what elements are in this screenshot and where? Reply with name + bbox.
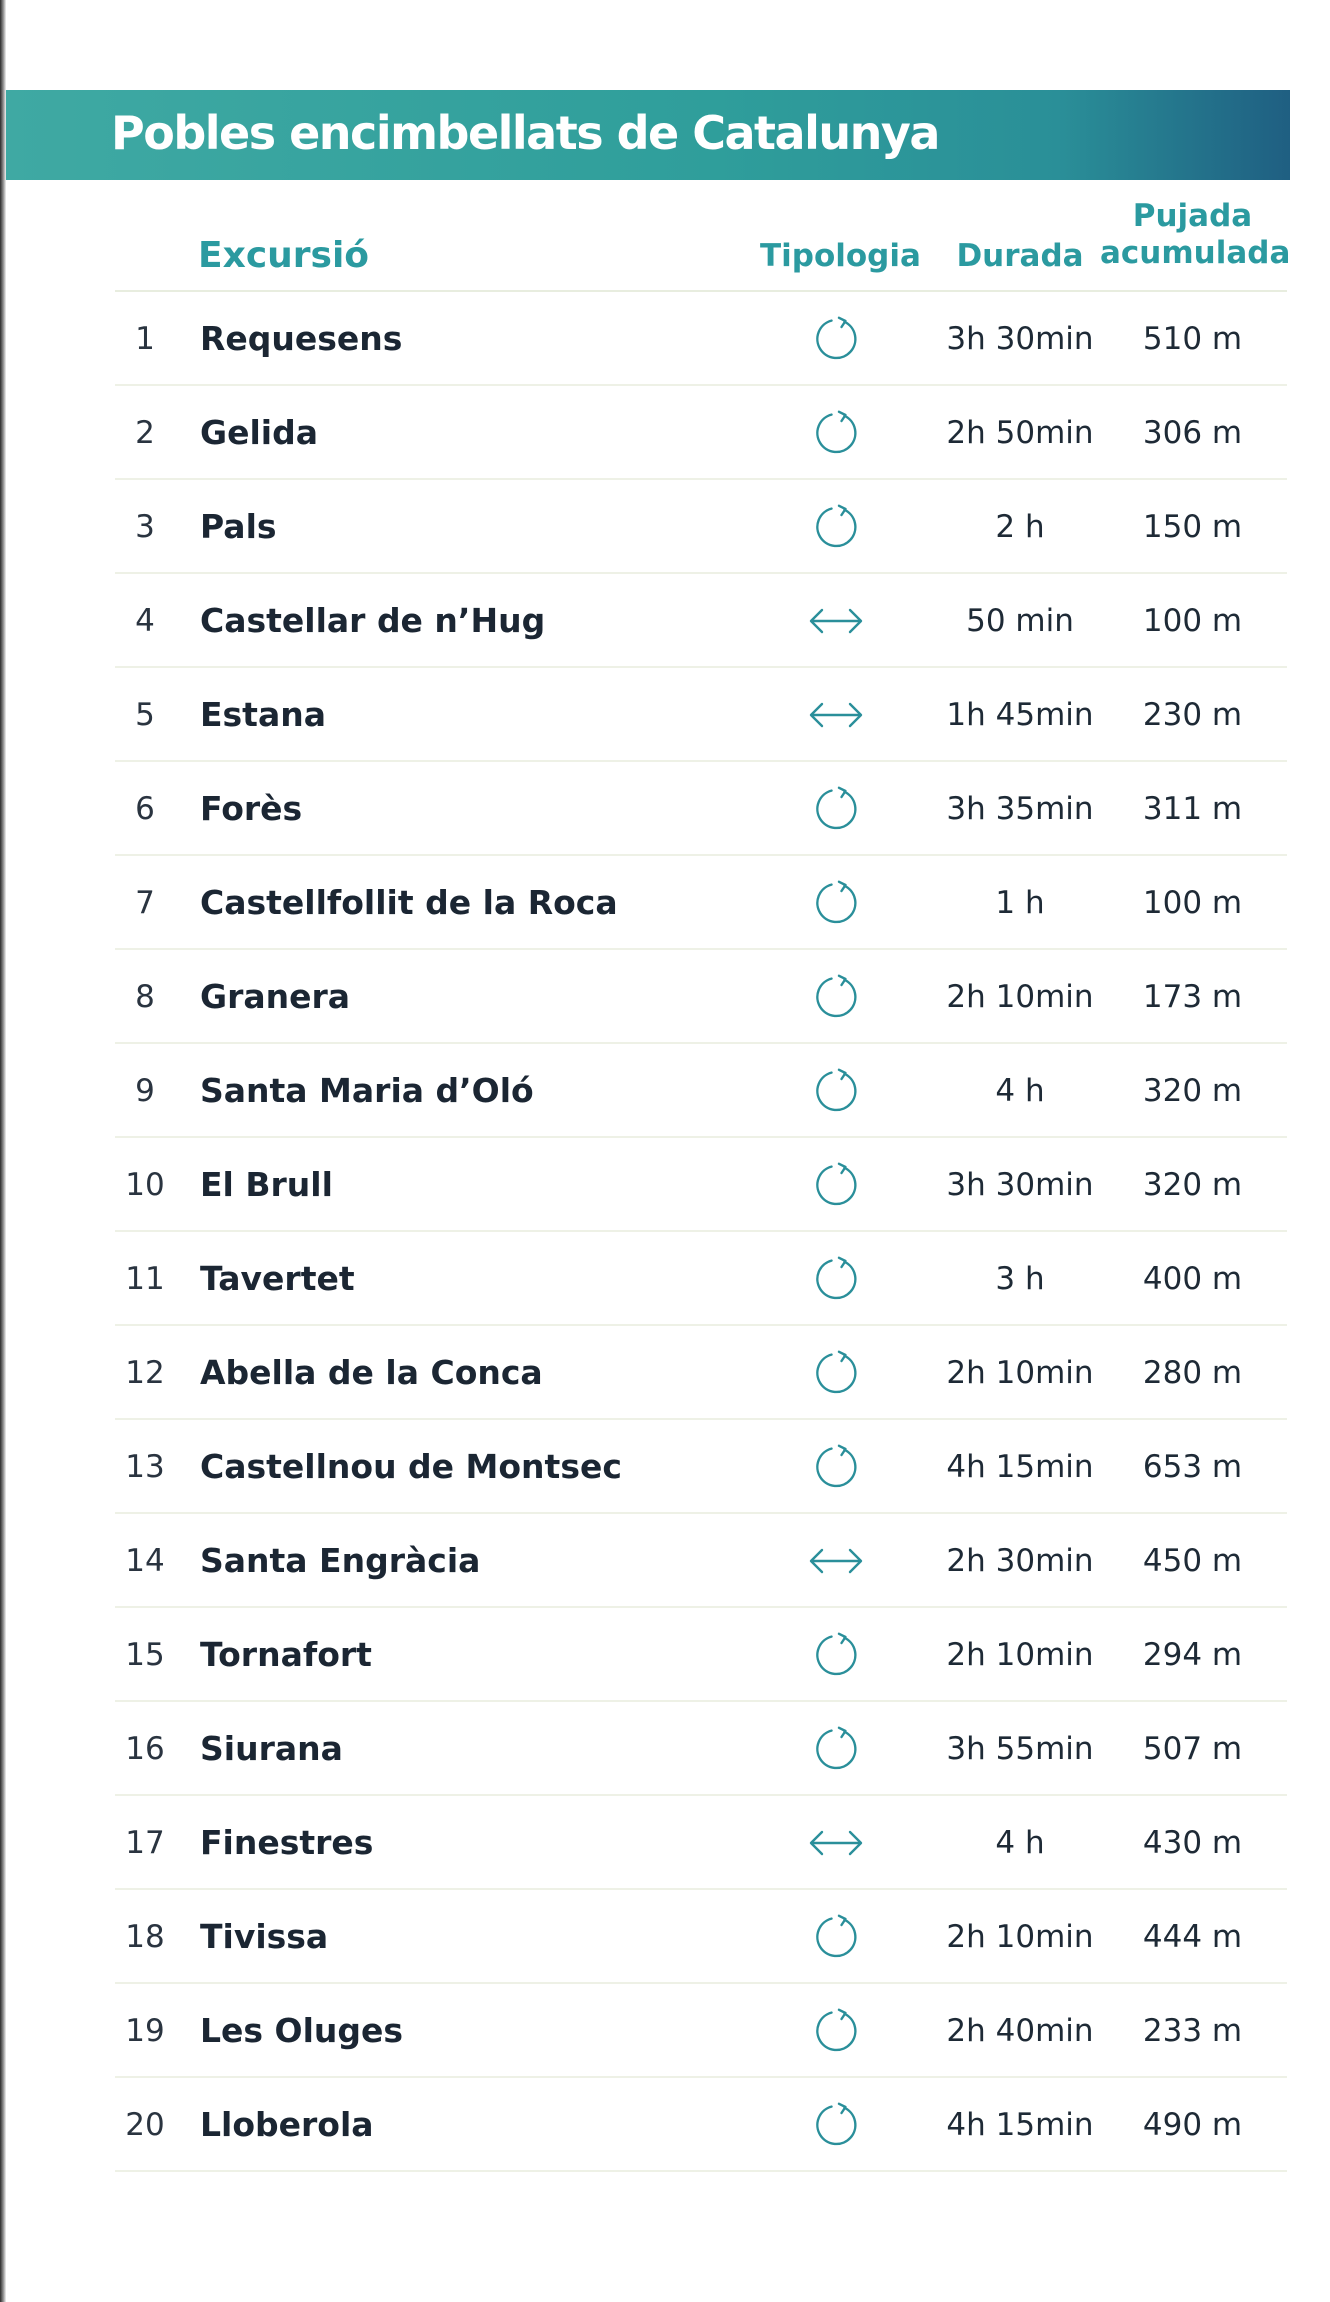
title-banner (6, 90, 1290, 180)
duration-value: 2 h (995, 509, 1045, 545)
climb-value: 490 m (1142, 2107, 1243, 2143)
duration-value: 3h 55min (946, 1731, 1094, 1767)
loop-icon (800, 1232, 872, 1326)
climb-value: 173 m (1142, 979, 1243, 1015)
table-row (0, 1138, 1330, 1232)
climb-value: 430 m (1142, 1825, 1243, 1861)
duration-value: 2h 10min (946, 979, 1094, 1015)
loop-icon (800, 1702, 872, 1796)
table-row (0, 1890, 1330, 1984)
duration-value: 2h 30min (946, 1543, 1094, 1579)
loop-icon (800, 1420, 872, 1514)
table-row (0, 762, 1330, 856)
row-number: 20 (125, 2107, 165, 2143)
climb-value: 320 m (1142, 1073, 1243, 1109)
row-number: 13 (125, 1449, 165, 1485)
climb-value: 444 m (1142, 1919, 1243, 1955)
duration-value: 2h 10min (946, 1919, 1094, 1955)
table-row (0, 1702, 1330, 1796)
out-and-back-icon (800, 1514, 872, 1608)
excursion-name: Granera (200, 977, 351, 1016)
out-and-back-icon (800, 574, 872, 668)
row-number: 3 (135, 509, 155, 545)
climb-value: 100 m (1142, 885, 1243, 921)
loop-icon (800, 1608, 872, 1702)
row-number: 10 (125, 1167, 165, 1203)
table-row (0, 386, 1330, 480)
excursion-name: Siurana (200, 1729, 343, 1768)
row-number: 1 (135, 321, 155, 357)
loop-icon (800, 1326, 872, 1420)
table-row (0, 950, 1330, 1044)
excursion-name: Tivissa (200, 1917, 329, 1956)
row-number: 16 (125, 1731, 165, 1767)
excursion-name: Gelida (200, 413, 318, 452)
table-row (0, 1608, 1330, 1702)
duration-value: 4h 15min (946, 2107, 1094, 2143)
table-row (0, 668, 1330, 762)
row-number: 8 (135, 979, 155, 1015)
duration-value: 2h 10min (946, 1355, 1094, 1391)
duration-value: 2h 40min (946, 2013, 1094, 2049)
excursion-name: Castellfollit de la Roca (200, 883, 618, 922)
table-row (0, 856, 1330, 950)
loop-icon (800, 480, 872, 574)
excursion-name: Finestres (200, 1823, 374, 1862)
loop-icon (800, 386, 872, 480)
climb-value: 306 m (1142, 415, 1243, 451)
climb-value: 653 m (1142, 1449, 1243, 1485)
table-row (0, 1044, 1330, 1138)
column-header-climb: Pujada acumulada (1100, 198, 1291, 271)
duration-value: 2h 50min (946, 415, 1094, 451)
table-row (0, 480, 1330, 574)
row-number: 12 (125, 1355, 165, 1391)
duration-value: 3h 35min (946, 791, 1094, 827)
table-row (0, 1232, 1330, 1326)
row-number: 17 (125, 1825, 165, 1861)
loop-icon (800, 2078, 872, 2172)
duration-value: 4 h (995, 1825, 1045, 1861)
excursion-name: Abella de la Conca (200, 1353, 543, 1392)
climb-value: 311 m (1142, 791, 1243, 827)
row-number: 2 (135, 415, 155, 451)
column-header-excursion: Excursió (198, 235, 370, 276)
climb-value: 100 m (1142, 603, 1243, 639)
climb-value: 320 m (1142, 1167, 1243, 1203)
table-row (0, 1420, 1330, 1514)
excursion-name: Lloberola (200, 2105, 374, 2144)
duration-value: 3h 30min (946, 321, 1094, 357)
climb-value: 510 m (1142, 321, 1243, 357)
loop-icon (800, 1984, 872, 2078)
row-number: 15 (125, 1637, 165, 1673)
excursion-name: Tornafort (200, 1635, 372, 1674)
duration-value: 1 h (995, 885, 1045, 921)
duration-value: 50 min (966, 603, 1074, 639)
loop-icon (800, 856, 872, 950)
climb-value: 230 m (1142, 697, 1243, 733)
climb-value: 233 m (1142, 2013, 1243, 2049)
column-header-typology: Tipologia (760, 238, 921, 274)
excursion-name: Forès (200, 789, 303, 828)
duration-value: 4 h (995, 1073, 1045, 1109)
excursion-name: Les Oluges (200, 2011, 404, 2050)
table-row (0, 1326, 1330, 1420)
row-number: 4 (135, 603, 155, 639)
excursion-name: Santa Maria d’Oló (200, 1071, 534, 1110)
excursion-name: El Brull (200, 1165, 333, 1204)
duration-value: 4h 15min (946, 1449, 1094, 1485)
table-row (0, 292, 1330, 386)
duration-value: 1h 45min (946, 697, 1094, 733)
loop-icon (800, 762, 872, 856)
climb-value: 450 m (1142, 1543, 1243, 1579)
excursion-name: Tavertet (200, 1259, 355, 1298)
excursion-name: Castellnou de Montsec (200, 1447, 622, 1486)
row-number: 5 (135, 697, 155, 733)
page-title: Pobles encimbellats de Catalunya (111, 106, 939, 160)
row-number: 6 (135, 791, 155, 827)
excursion-name: Castellar de n’Hug (200, 601, 546, 640)
loop-icon (800, 1044, 872, 1138)
table-row (0, 1796, 1330, 1890)
row-number: 19 (125, 2013, 165, 2049)
excursion-name: Estana (200, 695, 326, 734)
row-number: 18 (125, 1919, 165, 1955)
excursion-name: Pals (200, 507, 277, 546)
row-number: 14 (125, 1543, 165, 1579)
table-row (0, 2078, 1330, 2172)
climb-value: 280 m (1142, 1355, 1243, 1391)
excursion-table (0, 292, 1330, 2172)
loop-icon (800, 1890, 872, 1984)
out-and-back-icon (800, 668, 872, 762)
row-number: 7 (135, 885, 155, 921)
duration-value: 3 h (995, 1261, 1045, 1297)
table-row (0, 1514, 1330, 1608)
loop-icon (800, 1138, 872, 1232)
climb-value: 507 m (1142, 1731, 1243, 1767)
column-header-duration: Durada (956, 238, 1084, 274)
table-row (0, 1984, 1330, 2078)
loop-icon (800, 950, 872, 1044)
loop-icon (800, 292, 872, 386)
climb-value: 400 m (1142, 1261, 1243, 1297)
table-row (0, 574, 1330, 668)
row-number: 11 (125, 1261, 165, 1297)
duration-value: 3h 30min (946, 1167, 1094, 1203)
climb-value: 294 m (1142, 1637, 1243, 1673)
excursion-name: Requesens (200, 319, 403, 358)
duration-value: 2h 10min (946, 1637, 1094, 1673)
row-number: 9 (135, 1073, 155, 1109)
out-and-back-icon (800, 1796, 872, 1890)
excursion-name: Santa Engràcia (200, 1541, 481, 1580)
climb-value: 150 m (1142, 509, 1243, 545)
